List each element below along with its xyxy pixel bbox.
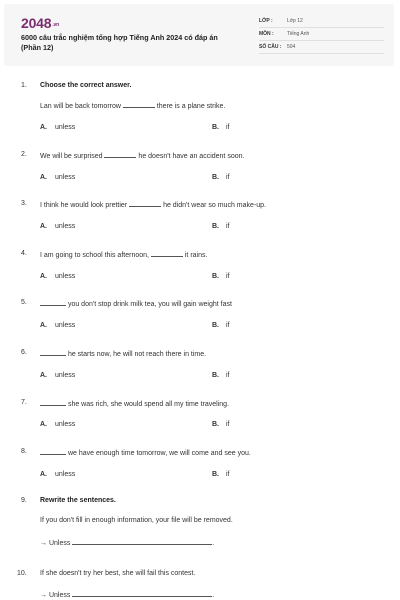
question-6-option-b-letter[interactable]: B. [212,372,219,379]
question-3-after: he didn't wear so much make-up. [163,202,266,209]
question-7-number: 7. [21,399,27,406]
question-5-option-a[interactable]: unless [55,322,76,329]
question-9-answer-end: . [212,540,215,547]
question-7-option-b-letter[interactable]: B. [212,421,219,428]
question-9-answer-prefix: → Unless [40,540,71,547]
question-3-before: I think he would look prettier [40,202,128,209]
answer-blank[interactable] [123,101,155,108]
question-6-option-b[interactable]: if [226,372,230,379]
question-6-text [40,349,206,358]
question-2-option-b-letter[interactable]: B. [212,174,219,181]
meta-class-value: Lớp 12 [287,18,303,24]
question-3-option-a-letter[interactable]: A. [40,223,47,230]
question-2-option-b[interactable]: if [226,174,230,181]
question-8-option-b[interactable]: if [226,471,230,478]
question-2-option-a-letter[interactable]: A. [40,174,47,181]
question-3-option-a[interactable]: unless [55,223,76,230]
question-6-option-a-letter[interactable]: A. [40,372,47,379]
rewrite-answer-blank[interactable] [72,538,215,547]
rewrite-answer-blank[interactable] [72,590,215,599]
meta-count-label: SỐ CÂU : [259,44,282,50]
answer-blank[interactable] [129,200,161,207]
question-4-option-b[interactable]: if [226,273,230,280]
answer-blank[interactable] [40,448,66,455]
answer-blank[interactable] [40,299,66,306]
question-4-before: I am going to school this afternoon, [40,252,149,259]
question-2-before: We will be surprised [40,153,103,160]
question-5-text [40,299,232,308]
answer-blank[interactable] [104,151,136,158]
question-4-option-a[interactable]: unless [55,273,76,280]
question-6-number: 6. [21,349,27,356]
answer-blank[interactable] [151,250,183,257]
question-9-number: 9. [21,497,27,504]
site-logo[interactable] [21,15,59,31]
question-5-option-b[interactable]: if [226,322,230,329]
question-3-number: 3. [21,200,27,207]
question-1-before: Lan will be back tomorrow [40,103,121,110]
question-7-after: she was rich, she would spend all my time traveling. [67,401,230,408]
question-1-option-a[interactable]: unless [55,124,76,131]
question-7-text [40,399,229,408]
meta-count-row [259,42,384,54]
document-title: 6000 câu trắc nghiệm tổng hợp Tiếng Anh 2024 có đáp án (Phần 12) [21,33,218,52]
question-3-option-b[interactable]: if [226,223,230,230]
meta-subject-label: MÔN : [259,31,274,37]
question-8-text [40,448,251,457]
meta-subject-value: Tiếng Anh [287,31,310,37]
question-4-option-a-letter[interactable]: A. [40,273,47,280]
question-2-text [40,151,244,160]
question-2-after: he doesn't have an accident soon. [138,153,245,160]
question-7-option-b[interactable]: if [226,421,230,428]
question-4-number: 4. [21,250,27,257]
question-4-text [40,250,207,259]
logo-text: 2048 [21,15,52,31]
question-7-option-a[interactable]: unless [55,421,76,428]
question-1-option-a-letter[interactable]: A. [40,124,47,131]
question-8-option-a[interactable]: unless [55,471,76,478]
question-8-number: 8. [21,448,27,455]
question-6-after: he starts now, he will not reach there in time. [67,351,207,358]
question-4-option-b-letter[interactable]: B. [212,273,219,280]
question-1-option-b[interactable]: if [226,124,230,131]
meta-subject-row [259,29,384,41]
question-6-option-a[interactable]: unless [55,372,76,379]
question-9-sentence: If you don't fill in enough information, your file will be removed. [40,517,233,524]
question-10-answer-prefix: → Unless [40,592,71,599]
question-9-instruction: Rewrite the sentences. [40,497,116,504]
question-5-number: 5. [21,299,27,306]
question-5-option-b-letter[interactable]: B. [212,322,219,329]
answer-blank[interactable] [40,399,66,406]
question-8-option-b-letter[interactable]: B. [212,471,219,478]
question-4-after: it rains. [184,252,208,259]
question-2-number: 2. [21,151,27,158]
question-10-answer-end: . [212,592,215,599]
question-5-after: you don't stop drink milk tea, you will gain weight fast [67,301,232,308]
question-5-option-a-letter[interactable]: A. [40,322,47,329]
question-1-option-b-letter[interactable]: B. [212,124,219,131]
logo-suffix: .vn [52,22,59,28]
question-1-number: 1. [21,82,27,89]
document-header [4,4,394,66]
question-1-instruction: Choose the correct answer. [40,82,132,89]
meta-count-value: 504 [287,44,296,50]
question-10-sentence: If she doesn't try her best, she will fail this contest. [40,570,196,577]
question-8-after: we have enough time tomorrow, we will come and see you. [67,450,251,457]
answer-blank[interactable] [40,349,66,356]
question-9-answer-line [40,538,214,547]
question-3-option-b-letter[interactable]: B. [212,223,219,230]
question-10-number: 10. [17,570,27,577]
meta-class-row [259,16,384,28]
question-10-answer-line [40,590,214,599]
question-1-text [40,101,225,110]
question-3-text [40,200,266,209]
meta-class-label: LỚP : [259,18,273,24]
question-2-option-a[interactable]: unless [55,174,76,181]
question-1-after: there is a plane strike. [156,103,226,110]
question-8-option-a-letter[interactable]: A. [40,471,47,478]
question-7-option-a-letter[interactable]: A. [40,421,47,428]
